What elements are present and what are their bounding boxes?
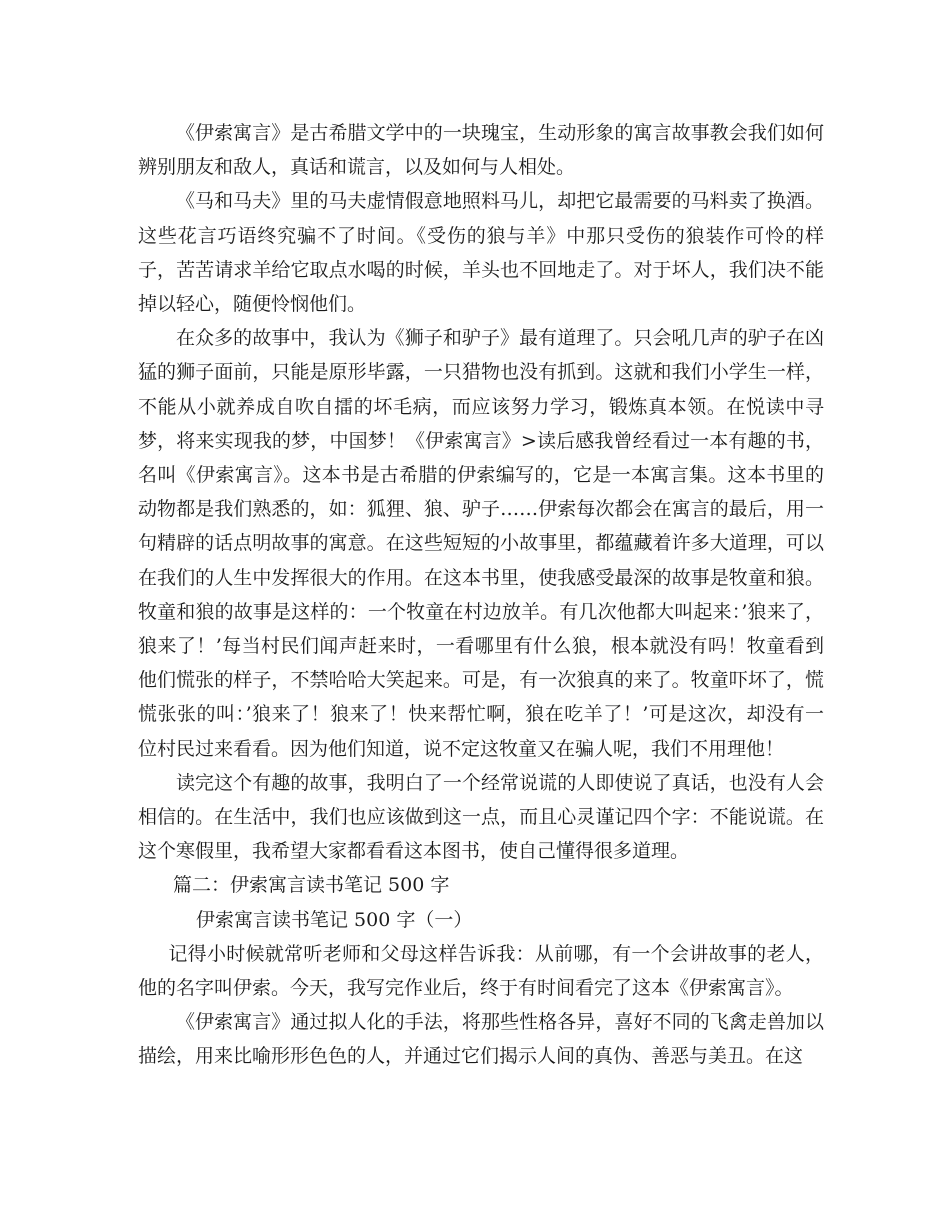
section-heading: 篇二：伊索寓言读书笔记 500 字: [173, 874, 450, 897]
sub-heading: 伊索寓言读书笔记 500 字（一）: [196, 908, 473, 931]
paragraph-childhood: 记得小时候就常听老师和父母这样告诉我：从前哪，有一个会讲故事的老人，他的名字叫伊索。今天，我写完作业后，终于有时间看完了这本《伊索寓言》。: [138, 942, 824, 1000]
document-body: [138, 116, 824, 1074]
paragraph-lion-and-donkey: 在众多的故事中，我认为《狮子和驴子》最有道理了。只会吼几声的驴子在凶猛的狮子面前，只能是原形毕露，一只猎物也没有抓到。这就和我们小学生一样，不能从小就养成自吹自擂的坏毛病，而应该努力学习，锻炼真本领。在悦读中寻梦，将来实现我的梦，中国梦！《伊索寓言》>读后感我曾经看过一本有趣的书，名叫《伊索寓言》。这本书是古希腊的伊索编写的，它是一本寓言集。这本书里的动物都是我们熟悉的，如：狐狸、狼、驴子……伊索每次都会在寓言的最后，用一句精辟的话点明故事的寓意。在这些短短的小故事里，都蕴藏着许多大道理，可以在我们的人生中发挥很大的作用。在这本书里，使我感受最深的故事是牧童和狼。牧童和狼的故事是这样的：一个牧童在村边放羊。有几次他都大叫起来：’狼来了，狼来了！’每当村民们闻声赶来时，一看哪里有什么狼，根本就没有吗！牧童看到他们慌张的样子，不禁哈哈大笑起来。可是，有一次狼真的来了。牧童吓坏了，慌慌张张的叫：’狼来了！狼来了！快来帮忙啊，狼在吃羊了！’可是这次，却没有一位村民过来看看。因为他们知道，说不定这牧童又在骗人呢，我们不用理他！: [138, 327, 824, 760]
paragraph-horse-and-groom: 《马和马夫》里的马夫虚情假意地照料马儿，却把它最需要的马料卖了换酒。这些花言巧语终究骗不了时间。《受伤的狼与羊》中那只受伤的狼装作可怜的样子，苦苦请求羊给它取点水喝的时候，羊头也不回地走了。对于坏人，我们决不能掉以轻心，随便怜悯他们。: [138, 190, 824, 316]
paragraph-personification: 《伊索寓言》通过拟人化的手法，将那些性格各异，喜好不同的飞禽走兽加以描绘，用来比喻形形色色的人，并通过它们揭示人间的真伪、善恶与美丑。在这: [138, 1011, 824, 1068]
paragraph-intro: 《伊索寓言》是古希腊文学中的一块瑰宝，生动形象的寓言故事教会我们如何辨别朋友和敌人，真话和谎言，以及如何与人相处。: [138, 122, 824, 179]
paragraph-conclusion: 读完这个有趣的故事，我明白了一个经常说谎的人即使说了真话，也没有人会相信的。在生活中，我们也应该做到这一点，而且心灵谨记四个字：不能说谎。在这个寒假里，我希望大家都看看这本图书，使自己懂得很多道理。: [138, 771, 824, 863]
